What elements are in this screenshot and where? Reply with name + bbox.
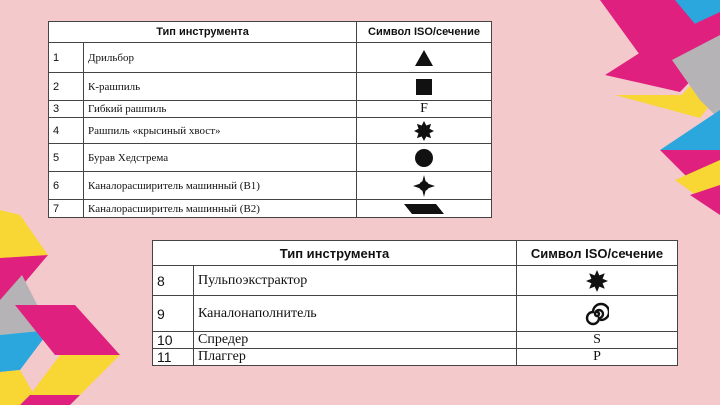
- row-number: 4: [49, 118, 84, 144]
- table-row: [49, 200, 492, 218]
- tool-name: Каналонаполнитель: [194, 296, 517, 332]
- symbol-letter: F: [357, 101, 492, 118]
- instrument-table-2: [152, 240, 678, 366]
- row-number: 1: [49, 43, 84, 73]
- triangle-icon: [414, 49, 434, 67]
- table-row: [49, 101, 492, 118]
- spiky-star-icon: [586, 270, 608, 292]
- parallelogram-icon: [404, 203, 444, 215]
- table-row: [49, 118, 492, 144]
- circle-icon: [414, 148, 434, 168]
- chevron-yellow-left-3: [30, 355, 120, 395]
- row-number: 5: [49, 144, 84, 172]
- tool-name: Спредер: [194, 332, 517, 349]
- table-row: [153, 266, 678, 296]
- row-number: 3: [49, 101, 84, 118]
- row-number: 2: [49, 73, 84, 101]
- table-row: [49, 43, 492, 73]
- table-header-row: [49, 22, 492, 43]
- chevron-yellow-left-1: [0, 210, 48, 260]
- chevron-magenta-left-3: [20, 395, 80, 405]
- header-iso-symbol: Символ ISO/сечение: [517, 241, 678, 266]
- table-row: [153, 332, 678, 349]
- symbol-letter: P: [517, 349, 678, 366]
- header-tool-type: Тип инструмента: [49, 22, 357, 43]
- table-header-row: [153, 241, 678, 266]
- row-number: 8: [153, 266, 194, 296]
- table-row: [49, 73, 492, 101]
- table-row: [49, 144, 492, 172]
- tool-name: Каналорасширитель машинный (B2): [84, 200, 357, 218]
- row-number: 11: [153, 349, 194, 366]
- table-row: [153, 296, 678, 332]
- tool-name: Каналорасширитель машинный (B1): [84, 172, 357, 200]
- chevron-cyan-right: [660, 110, 720, 150]
- spiral-icon: [585, 302, 609, 326]
- table-row: [49, 172, 492, 200]
- tool-name: Бурав Хедстрема: [84, 144, 357, 172]
- gear-icon: [414, 121, 434, 141]
- table-row: [153, 349, 678, 366]
- row-number: 7: [49, 200, 84, 218]
- instrument-table-1: [48, 21, 492, 218]
- tool-name: Гибкий рашпиль: [84, 101, 357, 118]
- tool-name: К-рашпиль: [84, 73, 357, 101]
- header-tool-type: Тип инструмента: [153, 241, 517, 266]
- square-icon: [415, 78, 433, 96]
- star-burst-icon: [413, 175, 435, 197]
- symbol-letter: S: [517, 332, 678, 349]
- tool-name: Рашпиль «крысиный хвост»: [84, 118, 357, 144]
- row-number: 6: [49, 172, 84, 200]
- tool-name: Пульпоэкстрактор: [194, 266, 517, 296]
- tool-name: Плаггер: [194, 349, 517, 366]
- header-iso-symbol: Символ ISO/сечение: [357, 22, 492, 43]
- tool-name: Дрильбор: [84, 43, 357, 73]
- row-number: 10: [153, 332, 194, 349]
- row-number: 9: [153, 296, 194, 332]
